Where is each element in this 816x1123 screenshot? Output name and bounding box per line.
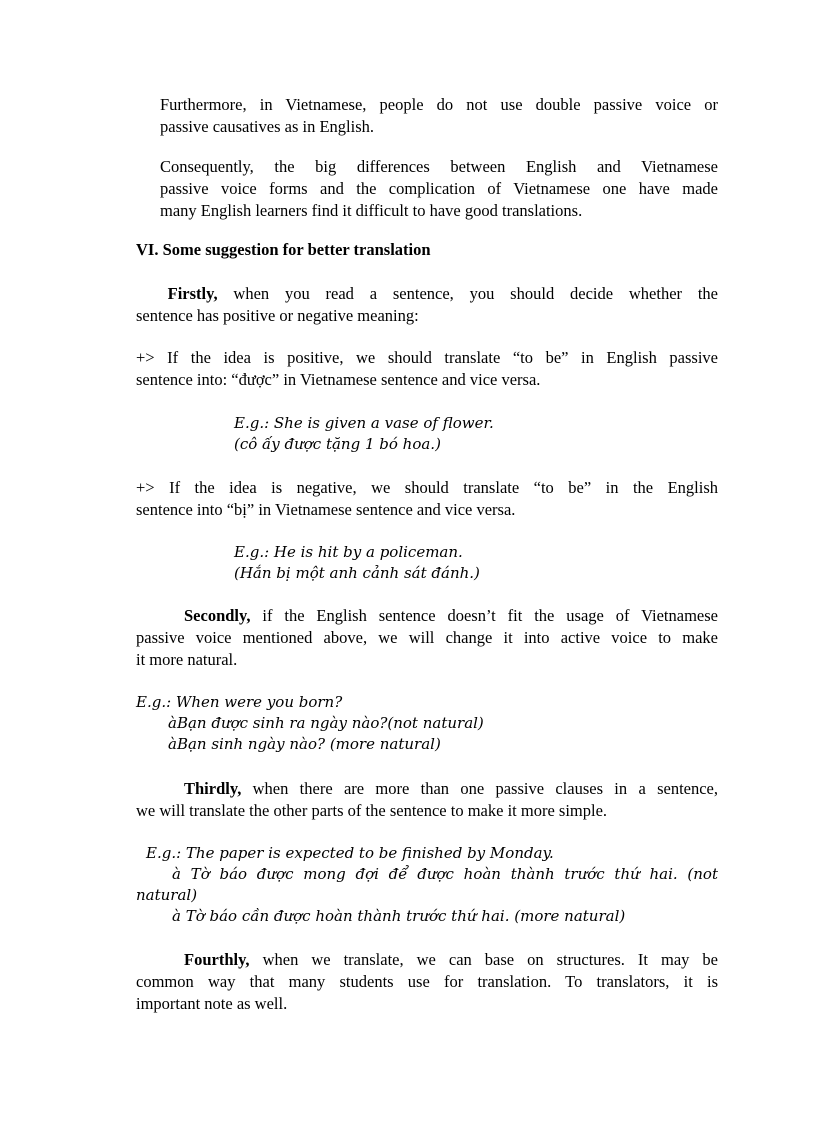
example-line: E.g.: She is given a vase of flower. [234,414,494,432]
paragraph-consequently [160,156,718,222]
text-line: passive voice forms and the complication of Vietnamese one have made [160,179,718,198]
fourthly-rest: when we translate, we can base on structures. It may be [249,950,718,969]
thirdly-lead: Thirdly, [184,779,242,798]
text-line: important note as well. [136,994,288,1013]
example-active-voice [136,692,716,755]
text-line: we will translate the other parts of the sentence to make it more simple. [136,801,608,820]
text-line [136,605,718,627]
firstly-lead: Firstly, [167,284,218,303]
firstly-rest: when you read a sentence, you should decide whether the [217,284,718,303]
example-line: àBạn sinh ngày nào? (more natural) [168,735,441,753]
example-multiple-passive [136,843,718,927]
text-line [136,283,718,305]
text-line: passive causatives as in English. [160,117,375,136]
secondly-lead: Secondly, [184,606,251,625]
text-line: common way that many students use for translation. To translators, it is [136,972,718,991]
example-positive [234,413,714,455]
text-line: +> If the idea is positive, we should translate “to be” in English passive [136,348,718,367]
example-line: E.g.: When were you born? [136,693,343,711]
fourthly-lead: Fourthly, [184,950,250,969]
thirdly-rest: when there are more than one passive clauses in a sentence, [241,779,718,798]
paragraph-double-passive [160,94,718,138]
text-line: many English learners find it difficult to have good translations. [160,201,583,220]
paragraph-positive [136,347,718,391]
paragraph-negative [136,477,718,521]
text-line: sentence into: “được” in Vietnamese sentence and vice versa. [136,370,541,389]
example-line: (Hắn bị một anh cảnh sát đánh.) [234,564,480,582]
text-line: sentence has positive or negative meaning: [136,306,419,325]
paragraph-firstly [136,283,718,327]
text-line [136,778,718,800]
text-line: Furthermore, in Vietnamese, people do not use double passive voice or [160,95,718,114]
secondly-rest: if the English sentence doesn’t fit the usage of Vietnamese [250,606,718,625]
paragraph-secondly [136,605,718,671]
paragraph-thirdly [136,778,718,822]
text-line: Consequently, the big differences between English and Vietnamese [160,157,718,176]
text-line: +> If the idea is negative, we should translate “to be” in the English [136,478,718,497]
paragraph-fourthly [136,949,718,1015]
example-line: E.g.: The paper is expected to be finished by Monday. [146,844,554,862]
example-line: à Tờ báo được mong đợi để được hoàn thành trước thứ hai. (not [172,865,718,883]
example-line: (cô ấy được tặng 1 bó hoa.) [234,435,441,453]
example-line: àBạn được sinh ra ngày nào?(not natural) [168,714,484,732]
text-line: passive voice mentioned above, we will change it into active voice to make [136,628,718,647]
example-line: natural) [136,886,198,904]
example-line: E.g.: He is hit by a policeman. [234,543,463,561]
text-line: sentence into “bị” in Vietnamese sentence and vice versa. [136,500,516,519]
example-line: à Tờ báo cần được hoàn thành trước thứ hai. (more natural) [172,907,626,925]
text-line: it more natural. [136,650,238,669]
example-negative [234,542,714,584]
text-line [136,949,718,971]
section-heading: VI. Some suggestion for better translation [136,240,431,259]
